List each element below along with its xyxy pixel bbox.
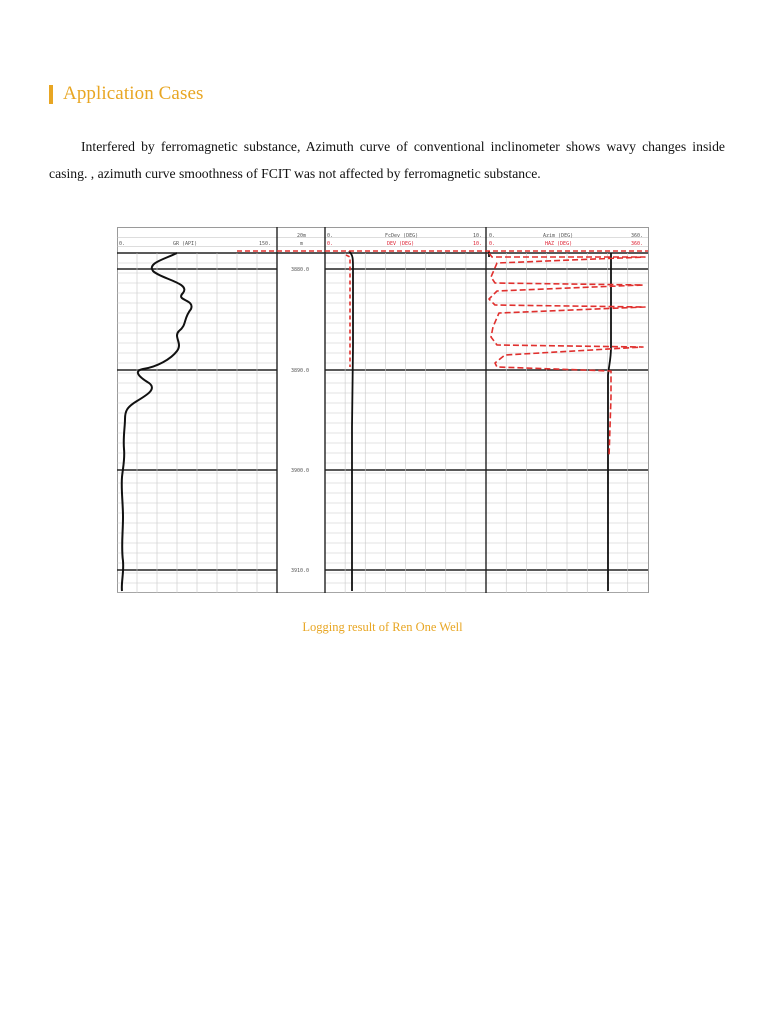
well-log-figure	[117, 227, 649, 593]
section-heading	[49, 82, 203, 106]
depth-label: 3890.0	[291, 368, 310, 374]
track3-red-min: 0.	[489, 241, 496, 247]
track2-black-min: 0.	[327, 233, 334, 239]
track3-red-max: 360.	[631, 241, 644, 247]
section-title: Application Cases	[63, 83, 204, 104]
heading-accent-bar	[49, 85, 53, 104]
track3-red-curve: HAZ (DEG)	[545, 241, 573, 247]
depth-unit-label: m	[300, 241, 304, 247]
depth-label: 3900.0	[291, 468, 310, 474]
figure-caption: Logging result of Ren One Well	[302, 620, 463, 634]
depth-label: 3880.0	[291, 267, 310, 273]
track2-red-max: 10.	[473, 241, 483, 247]
track2-red-min: 0.	[327, 241, 334, 247]
track3-black-min: 0.	[489, 233, 496, 239]
depth-scale-label: 20m	[297, 233, 307, 239]
track3-black-max: 360.	[631, 233, 644, 239]
track1-curve-label: GR (API)	[173, 241, 198, 247]
track2-black-curve: FcDev (DEG)	[385, 233, 419, 239]
track2-red-curve: DEV (DEG)	[387, 241, 415, 247]
depth-label: 3910.0	[291, 568, 310, 574]
track1-max-label: 150.	[259, 241, 272, 247]
well-log-chart	[117, 227, 649, 593]
track3-black-curve: Azim (DEG)	[543, 233, 574, 239]
track2-black-max: 10.	[473, 233, 483, 239]
track1-min-label: 0.	[119, 241, 126, 247]
body-paragraph: Interfered by ferromagnetic substance, Azimuth curve of conventional inclinometer shows wavy changes inside casing. , azimuth curve smoothness of FCIT was not affected by ferromagnetic substance.	[49, 139, 725, 181]
